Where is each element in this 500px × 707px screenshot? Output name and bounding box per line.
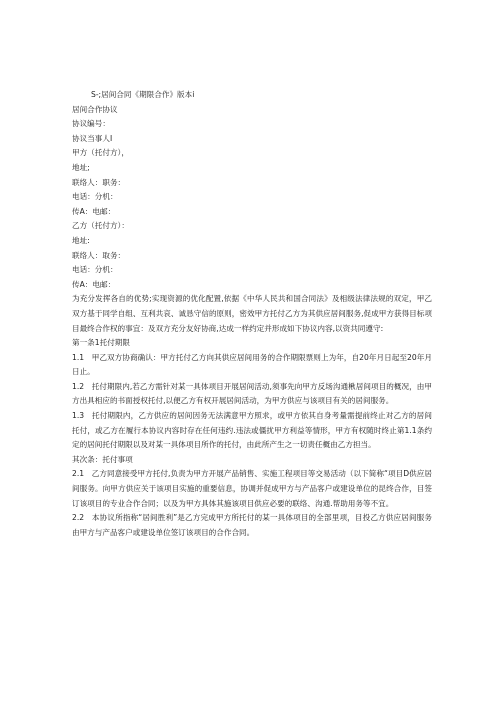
party-b-contact: 联络人：取务：	[72, 250, 126, 260]
party-a-address: 地址;	[72, 162, 90, 172]
section-2-title: 其次条：托付事项	[72, 454, 133, 464]
clause-2-1: 2.1 乙方同意接受甲方托付,负责为甲方开展产品销售、实施工程项目等交易活动（以下简称“项目D供应居间服务。向甲方供应关于该项目实施的重要信息，协调并促成甲方与产品客户或建设单位的昆终合作，目签订该项目的专业合作合同；以及为甲方具体其施该项目供应必要的联络、沟通.帮助用务等不宜。	[72, 469, 432, 508]
party-b-phone: 电话：分机：	[72, 265, 118, 275]
agreement-heading: 居间合作协议	[72, 104, 118, 114]
agreement-number: 协议编号：	[72, 119, 110, 129]
party-b-label: 乙方（托付方）：	[72, 221, 129, 231]
intro-paragraph: 为充分发挥各自的优势;实现资源的优化配置,依据《中华人民共和国合同法》及相级法律法规的双定，甲乙双方基于同学自组、互利共哀、诚恳守信的原则，密效甲方托付乙方为其供应居间服务,促成甲方获得目标项目最终合作权的事宜：及双方充分友好协商,达成一样约定并形成如下协议内容,以资共同遵守:	[72, 294, 432, 333]
section-1-title: 第一条1托付期限	[72, 338, 130, 348]
document-title: S-;居间合同《期限合作》版本i	[91, 90, 195, 99]
clause-2-2: 2.2 本协议所指称“居间胜利”是乙方完成甲方所托付的某一具体项目的全部里项，目投乙方供应居间服务由甲方与产品客户或建设单位签订该项目的合作合同。	[72, 513, 432, 537]
parties-label: 协议当事人I	[72, 133, 113, 143]
clause-1-3: 1.3 托付期限内，乙方供应的居间因务无法满意甲方照求，或甲方依其自身考量需提前终止对乙方的居间托付，或乙方在履行本协议内容时存在任何违约.违法或僵扰甲方利益等情形，甲方有权随时终止第1.1条约定的居间托付期限以及对某一具体项目所作的托付，由此所产生之一切责任概由乙方担当。	[72, 411, 432, 450]
document-body	[72, 88, 432, 540]
party-a-contact: 联络人：职务：	[72, 177, 126, 187]
clause-1-2: 1.2 托付期限内,若乙方需针对某一具体项目开展居间活动,须事先向甲方反场沟通楸居间项目的概况，由甲方出具相应的书面授权托付,以便乙方有权开展居间活动，为甲方供应与该项目有关的居间服务。	[72, 381, 432, 406]
party-b-address: 地址:	[72, 235, 90, 245]
party-b-fax: 传A：电邮：	[72, 279, 116, 289]
party-a-label: 甲方（托付方），	[72, 148, 129, 158]
party-a-phone: 电话：分机：	[72, 192, 118, 202]
clause-1-1: 1.1 甲乙双方协商确认：甲方托付乙方向其供应居间用务的合作期限票则上为年，自20年月日起至20年月日止。	[72, 352, 432, 377]
party-a-fax: 传A：电邮：	[72, 206, 116, 216]
